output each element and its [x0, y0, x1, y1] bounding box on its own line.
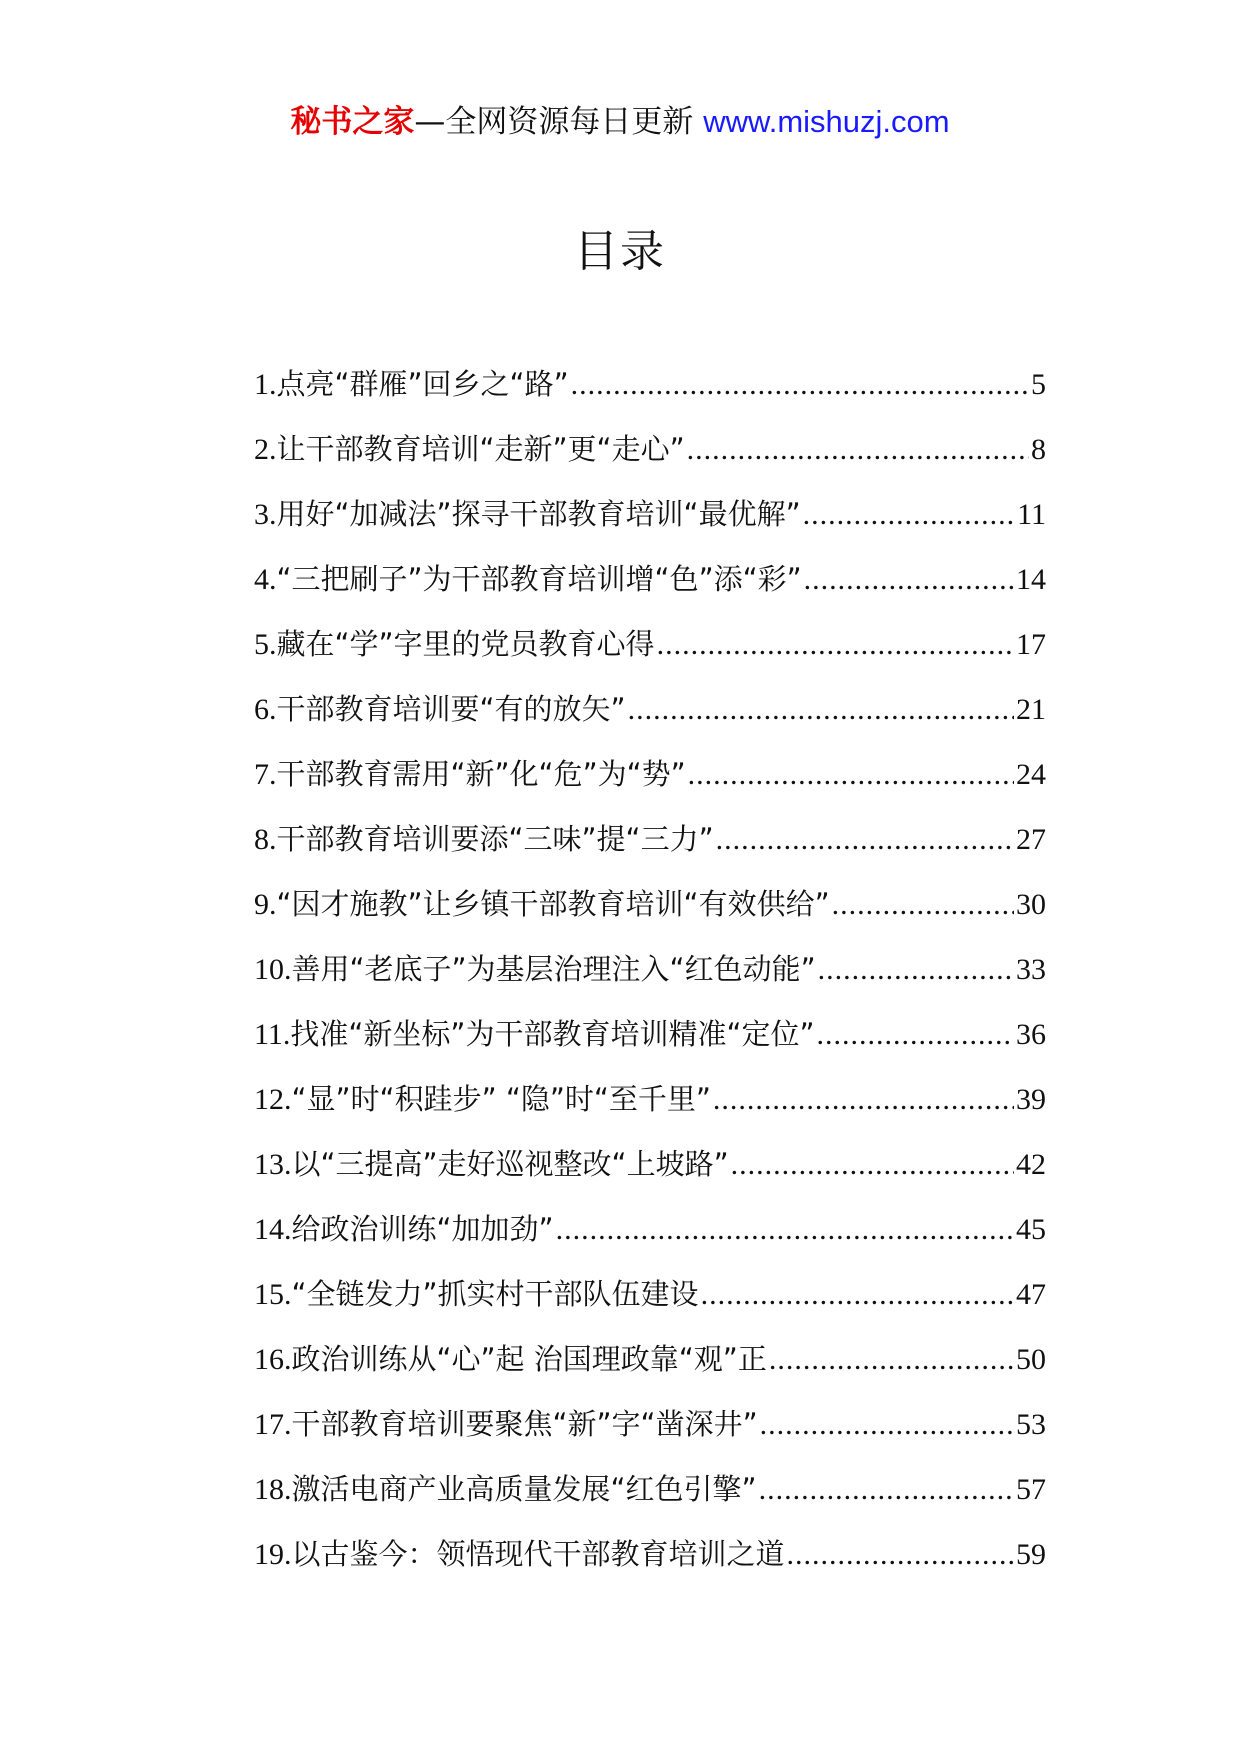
toc-entry-page: 27	[1016, 823, 1046, 856]
toc-entry-title: 以古鉴今：领悟现代干部教育培训之道	[291, 1537, 785, 1571]
toc-entry[interactable]	[254, 423, 1046, 488]
toc-leader-dots	[817, 1009, 1015, 1061]
toc-entry-number: 18.	[254, 1473, 292, 1506]
toc-leader-dots	[787, 1529, 1014, 1581]
toc-entry-number: 11.	[254, 1018, 291, 1051]
toc-leader-dots	[832, 879, 1014, 931]
toc-entry-title: 给政治训练“加加劲”	[291, 1212, 554, 1246]
toc-entry-page: 42	[1016, 1148, 1046, 1181]
toc-entry-number: 4.	[254, 563, 277, 596]
toc-leader-dots	[628, 684, 1014, 736]
toc-entry[interactable]	[254, 748, 1046, 813]
toc-leader-dots	[701, 1269, 1014, 1321]
toc-leader-dots	[657, 619, 1014, 671]
toc-entry[interactable]	[254, 488, 1046, 553]
toc-entry-title: 激活电商产业高质量发展“红色引擎”	[291, 1472, 757, 1506]
toc-entry-page: 39	[1016, 1083, 1046, 1116]
toc-entry[interactable]	[254, 1528, 1046, 1593]
site-url-link[interactable]: www.mishuzj.com	[703, 104, 950, 139]
toc-leader-dots	[804, 554, 1014, 606]
toc-entry-title: 干部教育培训要添“三味”提“三力”	[276, 822, 714, 856]
toc-entry-page: 33	[1016, 953, 1046, 986]
toc-entry-title: “因才施教”让乡镇干部教育培训“有效供给”	[276, 887, 830, 921]
toc-entry[interactable]	[254, 1073, 1046, 1138]
toc-entry[interactable]	[254, 943, 1046, 1008]
toc-entry-number: 19.	[254, 1538, 292, 1571]
toc-entry-title: 点亮“群雁”回乡之“路”	[276, 367, 569, 401]
toc-entry-number: 5.	[254, 628, 277, 661]
toc-leader-dots	[818, 944, 1014, 996]
toc-entry-title: 干部教育培训要“有的放矢”	[276, 692, 626, 726]
toc-entry-title: 用好“加减法”探寻干部教育培训“最优解”	[276, 497, 801, 531]
toc-leader-dots	[760, 1399, 1014, 1451]
toc-entry-page: 30	[1016, 888, 1046, 921]
toc-entry-number: 13.	[254, 1148, 292, 1181]
site-header	[0, 98, 1240, 146]
toc-entry[interactable]	[254, 1333, 1046, 1398]
toc-entry[interactable]	[254, 1463, 1046, 1528]
toc-leader-dots	[716, 814, 1014, 866]
toc-entry-number: 12.	[254, 1083, 292, 1116]
toc-entry-title: 政治训练从“心”起 治国理政靠“观”正	[291, 1342, 767, 1376]
toc-entry-title: 以“三提高”走好巡视整改“上坡路”	[291, 1147, 729, 1181]
toc-entry-page: 21	[1016, 693, 1046, 726]
toc-entry-page: 14	[1016, 563, 1046, 596]
toc-entry[interactable]	[254, 1203, 1046, 1268]
toc-entry[interactable]	[254, 683, 1046, 748]
toc-entry-page: 50	[1016, 1343, 1046, 1376]
toc-entry[interactable]	[254, 1008, 1046, 1073]
toc-leader-dots	[731, 1139, 1014, 1191]
toc-entry-number: 9.	[254, 888, 277, 921]
toc-entry-number: 17.	[254, 1408, 292, 1441]
toc-entry-page: 53	[1016, 1408, 1046, 1441]
toc-entry-title: 让干部教育培训“走新”更“走心”	[276, 432, 685, 466]
toc-entry[interactable]	[254, 878, 1046, 943]
toc-entry[interactable]	[254, 618, 1046, 683]
toc-entry-title: 藏在“学”字里的党员教育心得	[276, 627, 655, 661]
toc-entry-page: 8	[1031, 433, 1046, 466]
toc-entry-page: 17	[1016, 628, 1046, 661]
table-of-contents	[254, 358, 1046, 1593]
toc-entry-number: 7.	[254, 758, 277, 791]
toc-entry[interactable]	[254, 553, 1046, 618]
toc-entry-page: 5	[1031, 368, 1046, 401]
brand-slogan: —全网资源每日更新	[414, 104, 694, 140]
toc-entry-number: 6.	[254, 693, 277, 726]
toc-entry-page: 45	[1016, 1213, 1046, 1246]
toc-leader-dots	[571, 359, 1029, 411]
toc-leader-dots	[759, 1464, 1014, 1516]
toc-entry-number: 3.	[254, 498, 277, 531]
toc-entry-title: 善用“老底子”为基层治理注入“红色动能”	[291, 952, 816, 986]
toc-entry[interactable]	[254, 813, 1046, 878]
toc-entry-title: “三把刷子”为干部教育培训增“色”添“彩”	[276, 562, 802, 596]
brand-name: 秘书之家	[290, 104, 415, 140]
toc-entry-number: 10.	[254, 953, 292, 986]
toc-entry[interactable]	[254, 1138, 1046, 1203]
toc-entry-title: 干部教育需用“新”化“危”为“势”	[276, 757, 686, 791]
page-title: 目录	[574, 226, 666, 277]
toc-leader-dots	[803, 489, 1016, 541]
toc-leader-dots	[687, 424, 1029, 476]
toc-entry-number: 2.	[254, 433, 277, 466]
toc-leader-dots	[713, 1074, 1014, 1126]
toc-entry-page: 57	[1016, 1473, 1046, 1506]
toc-leader-dots	[556, 1204, 1014, 1256]
toc-entry[interactable]	[254, 358, 1046, 423]
toc-entry-number: 14.	[254, 1213, 292, 1246]
toc-entry-number: 8.	[254, 823, 277, 856]
toc-entry-page: 36	[1016, 1018, 1046, 1051]
toc-leader-dots	[688, 749, 1014, 801]
toc-entry-title: “全链发力”抓实村干部队伍建设	[291, 1277, 699, 1311]
toc-entry-page: 47	[1016, 1278, 1046, 1311]
toc-entry-number: 16.	[254, 1343, 292, 1376]
toc-entry-page: 59	[1016, 1538, 1046, 1571]
toc-entry-title: 找准“新坐标”为干部教育培训精准“定位”	[290, 1017, 815, 1051]
toc-entry[interactable]	[254, 1398, 1046, 1463]
toc-entry-page: 24	[1016, 758, 1046, 791]
toc-entry-page: 11	[1017, 498, 1046, 531]
toc-entry-title: “显”时“积跬步” “隐”时“至千里”	[291, 1082, 711, 1116]
toc-leader-dots	[769, 1334, 1014, 1386]
toc-entry-number: 15.	[254, 1278, 292, 1311]
toc-entry[interactable]	[254, 1268, 1046, 1333]
toc-entry-number: 1.	[254, 368, 277, 401]
toc-entry-title: 干部教育培训要聚焦“新”字“凿深井”	[291, 1407, 758, 1441]
